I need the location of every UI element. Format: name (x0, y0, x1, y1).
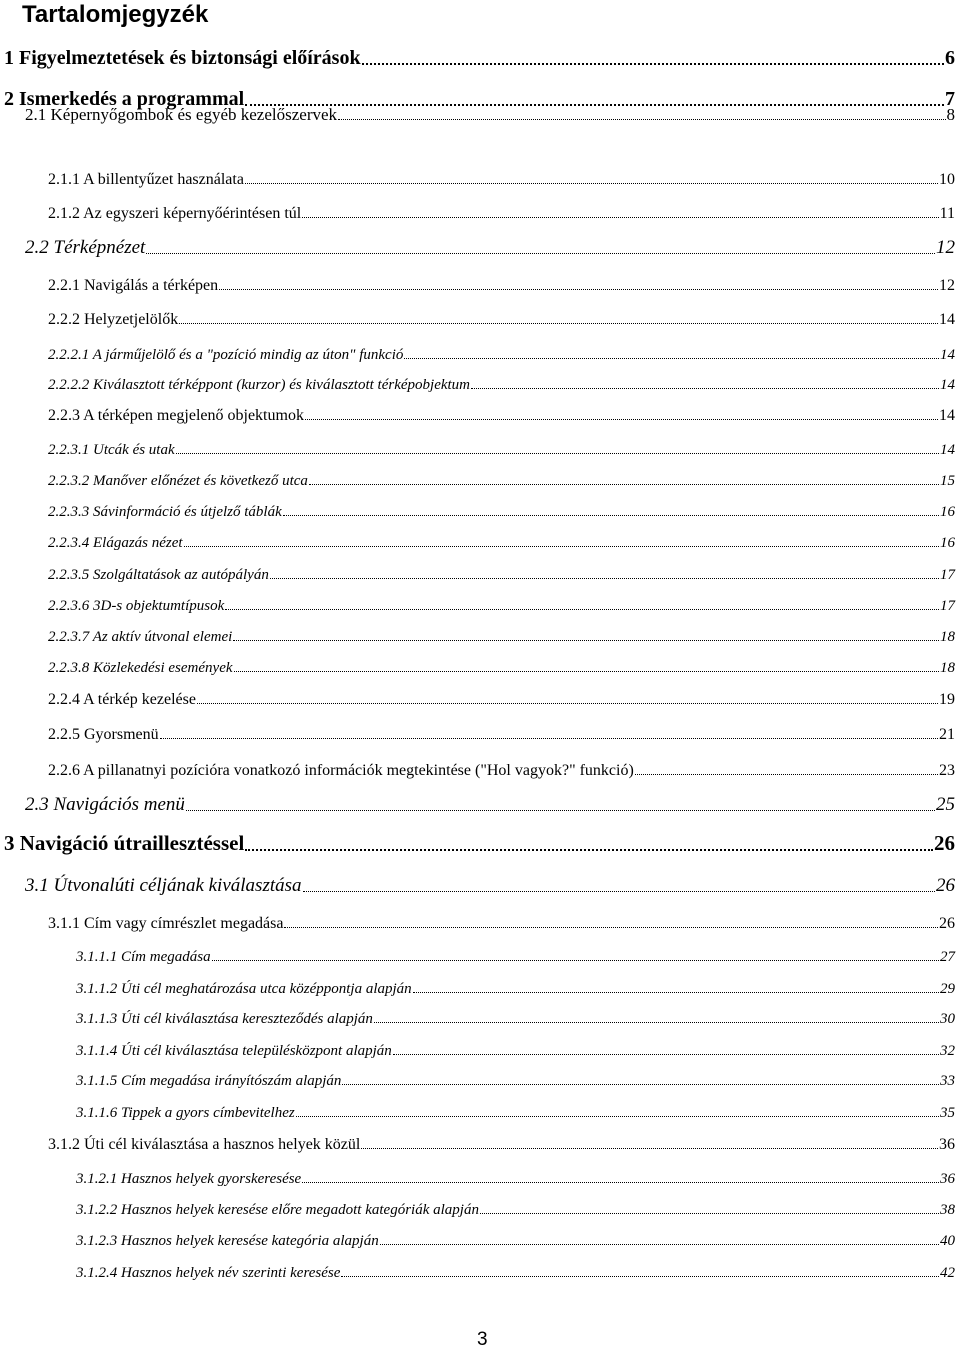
toc-entry-page: 7 (945, 88, 955, 110)
toc-entry-page: 36 (940, 1171, 955, 1187)
toc-entry[interactable] (48, 589, 955, 615)
toc-entry-text: 2.2.3 A térképen megjelenő objektumok (48, 407, 304, 424)
toc-entry-text: 2.2.3.1 Utcák és utak (48, 442, 175, 458)
toc-entry-text: 3.1.2.2 Hasznos helyek keresése előre megadott kategóriák alapján (76, 1202, 479, 1218)
toc-entry-page: 26 (936, 875, 955, 896)
toc-entry-page: 16 (940, 504, 955, 520)
toc-entry-page: 33 (940, 1073, 955, 1089)
dot-leader (146, 253, 935, 254)
toc-entry-text: 3.1.1.5 Cím megadása irányítószám alapján (76, 1073, 342, 1089)
toc-entry-page: 17 (940, 567, 955, 583)
toc-entry-text: 2.2.3.5 Szolgáltatások az autópályán (48, 567, 269, 583)
toc-entry-text: 2.2.3.6 3D-s objektumtípusok (48, 598, 225, 614)
toc-entry-text: 2.2.3.3 Sávinformáció és útjelző táblák (48, 504, 282, 520)
toc-entry[interactable] (76, 1162, 955, 1188)
toc-entry[interactable] (76, 940, 955, 966)
toc-entry-text: 2.2.2 Helyzetjelölők (48, 311, 179, 328)
toc-entry-page: 26 (939, 915, 955, 932)
toc-entry-text: 3.1.1.2 Úti cél meghatározása utca középpontja alapján (76, 981, 412, 997)
dot-leader (362, 63, 944, 65)
dot-leader (303, 891, 935, 892)
toc-entry-text: 2.3 Navigációs menü (25, 794, 185, 815)
toc-entry-page: 38 (940, 1202, 955, 1218)
toc-entry-text: 2.2.3.4 Elágazás nézet (48, 535, 183, 551)
toc-entry[interactable] (48, 269, 955, 295)
toc-entry-text: 2.2.2.1 A járműjelölő és a "pozíció mindig az úton" funkció (48, 347, 404, 363)
toc-entry-text: 2.1.2 Az egyszeri képernyőérintésen túl (48, 205, 302, 222)
dot-leader (338, 119, 945, 120)
toc-entry[interactable] (48, 368, 955, 394)
toc-entry-page: 26 (934, 831, 955, 855)
toc-entry-text: 3 Navigáció útraillesztéssel (4, 831, 245, 855)
toc-entry[interactable] (76, 1002, 955, 1028)
toc-entry[interactable] (76, 1064, 955, 1090)
toc-entry-page: 21 (939, 726, 955, 743)
toc-entry-page: 25 (936, 794, 955, 815)
toc-entry[interactable] (48, 620, 955, 646)
toc-entry[interactable] (48, 399, 955, 425)
dot-leader (184, 546, 939, 547)
toc-entry-page: 36 (939, 1136, 955, 1153)
toc-entry-text: 1 Figyelmeztetések és biztonsági előírások (4, 47, 361, 69)
toc-entry-text: 2.2.1 Navigálás a térképen (48, 277, 219, 294)
toc-entry-page: 10 (939, 171, 955, 188)
toc-entry-text: 2.2.3.2 Manőver előnézet és következő utca (48, 473, 308, 489)
dot-leader (225, 609, 939, 610)
dot-leader (234, 671, 939, 672)
toc-entry-page: 11 (939, 205, 955, 222)
toc-entry[interactable] (48, 907, 955, 933)
toc-entry[interactable] (76, 1193, 955, 1219)
toc-entry-text: 2.2 Térképnézet (25, 237, 146, 258)
toc-entry-page: 30 (940, 1011, 955, 1027)
toc-entry-text: 3.1.2 Úti cél kiválasztása a hasznos helyek közül (48, 1136, 361, 1153)
toc-entry[interactable] (25, 233, 955, 259)
toc-entry-page: 14 (940, 377, 955, 393)
dot-leader (186, 810, 935, 811)
dot-leader (283, 515, 939, 516)
toc-entry-text: 3.1 Útvonalúti céljának kiválasztása (25, 875, 302, 896)
dot-leader (284, 927, 938, 928)
toc-entry-page: 12 (939, 277, 955, 294)
toc-entry-page: 32 (940, 1043, 955, 1059)
toc-entry-page: 15 (940, 473, 955, 489)
toc-entry-text: 2.2.2.2 Kiválasztott térképpont (kurzor) és kiválasztott térképobjektum (48, 377, 471, 393)
dot-leader (404, 358, 939, 359)
toc-entry-page: 40 (940, 1233, 955, 1249)
toc-entry[interactable] (48, 303, 955, 329)
toc-entry[interactable] (48, 163, 955, 189)
toc-entry[interactable] (25, 99, 955, 125)
toc-entry[interactable] (76, 1256, 955, 1282)
toc-entry[interactable] (48, 338, 955, 364)
toc-entry[interactable] (48, 754, 955, 780)
toc-entry[interactable] (48, 683, 955, 709)
toc-entry-page: 14 (940, 347, 955, 363)
dot-leader (471, 388, 939, 389)
dot-leader (212, 960, 939, 961)
toc-entry-text: 2.2.3.8 Közlekedési események (48, 660, 233, 676)
toc-entry[interactable] (48, 718, 955, 744)
toc-entry-text: 3.1.2.3 Hasznos helyek keresése kategória alapján (76, 1233, 379, 1249)
toc-entry-page: 29 (940, 981, 955, 997)
toc-entry-text: 3.1.2.1 Hasznos helyek gyorskeresése (76, 1171, 302, 1187)
toc-entry[interactable] (76, 1224, 955, 1250)
toc-entry[interactable] (25, 790, 955, 816)
toc-entry-page: 27 (940, 949, 955, 965)
dot-leader (480, 1213, 939, 1214)
toc-entry[interactable] (76, 1096, 955, 1122)
dot-leader (296, 1116, 939, 1117)
toc-entry-text: 2.2.6 A pillanatnyi pozícióra vonatkozó információk megtekintése ("Hol vagyok?" funkció) (48, 762, 634, 779)
dot-leader (342, 1084, 939, 1085)
toc-entry-text: 2.1.1 A billentyűzet használata (48, 171, 244, 188)
toc-entry[interactable] (48, 197, 955, 223)
toc-entry-page: 16 (940, 535, 955, 551)
toc-entry[interactable] (76, 1034, 955, 1060)
toc-entry[interactable] (48, 1128, 955, 1154)
toc-entry[interactable] (25, 871, 955, 897)
toc-entry-page: 14 (939, 407, 955, 424)
toc-entry-page: 19 (939, 691, 955, 708)
dot-leader (245, 183, 938, 184)
dot-leader (393, 1054, 939, 1055)
toc-entry[interactable] (4, 830, 955, 856)
toc-entry-page: 14 (939, 311, 955, 328)
toc-entry[interactable] (76, 972, 955, 998)
toc-entry[interactable] (48, 526, 955, 552)
dot-leader (176, 453, 939, 454)
toc-entry[interactable] (48, 433, 955, 459)
toc-entry-text: 2.2.4 A térkép kezelése (48, 691, 196, 708)
toc-title: Tartalomjegyzék (22, 1, 209, 28)
dot-leader (270, 578, 939, 579)
page-number-text: 3 (477, 1329, 488, 1350)
toc-entry[interactable] (4, 44, 955, 70)
toc-entry-text: 2.1 Képernyőgombok és egyéb kezelőszervek (25, 105, 338, 124)
toc-entry-text: 3.1.1.1 Cím megadása (76, 949, 211, 965)
toc-entry-text: 3.1.1.6 Tippek a gyors címbevitelhez (76, 1105, 295, 1121)
dot-leader (305, 419, 938, 420)
toc-entry[interactable] (48, 495, 955, 521)
toc-entry-page: 8 (946, 105, 955, 124)
toc-entry-page: 18 (940, 629, 955, 645)
toc-entry-text: 3.1.1 Cím vagy címrészlet megadása (48, 915, 284, 932)
toc-entry-text: 2 Ismerkedés a programmal (4, 88, 245, 110)
toc-entry-page: 6 (945, 47, 955, 69)
dot-leader (309, 484, 939, 485)
dot-leader (413, 992, 939, 993)
dot-leader (160, 738, 938, 739)
toc-entry-text: 2.2.3.7 Az aktív útvonal elemei (48, 629, 233, 645)
dot-leader (341, 1276, 939, 1277)
toc-entry-page: 35 (940, 1105, 955, 1121)
toc-entry-text: 3.1.1.4 Úti cél kiválasztása településközpont alapján (76, 1043, 392, 1059)
dot-leader (302, 217, 938, 218)
toc-entry[interactable] (48, 464, 955, 490)
toc-entry-page: 17 (940, 598, 955, 614)
toc-entry-page: 18 (940, 660, 955, 676)
dot-leader (302, 1182, 939, 1183)
toc-entry-text: 3.1.1.3 Úti cél kiválasztása kereszteződés alapján (76, 1011, 373, 1027)
toc-entry-page: 23 (939, 762, 955, 779)
dot-leader (197, 703, 938, 704)
dot-leader (179, 323, 938, 324)
toc-entry[interactable] (48, 558, 955, 584)
dot-leader (635, 774, 938, 775)
toc-entry-page: 42 (940, 1265, 955, 1281)
dot-leader (374, 1022, 939, 1023)
toc-entry-text: 3.1.2.4 Hasznos helyek név szerinti keresése (76, 1265, 341, 1281)
toc-entry-text: 2.2.5 Gyorsmenü (48, 726, 159, 743)
toc-entry-page: 14 (940, 442, 955, 458)
toc-entry-page: 12 (936, 237, 955, 258)
dot-leader (380, 1244, 939, 1245)
toc-entry[interactable] (48, 651, 955, 677)
dot-leader (361, 1148, 938, 1149)
dot-leader (245, 849, 933, 851)
dot-leader (233, 640, 939, 641)
dot-leader (219, 289, 938, 290)
